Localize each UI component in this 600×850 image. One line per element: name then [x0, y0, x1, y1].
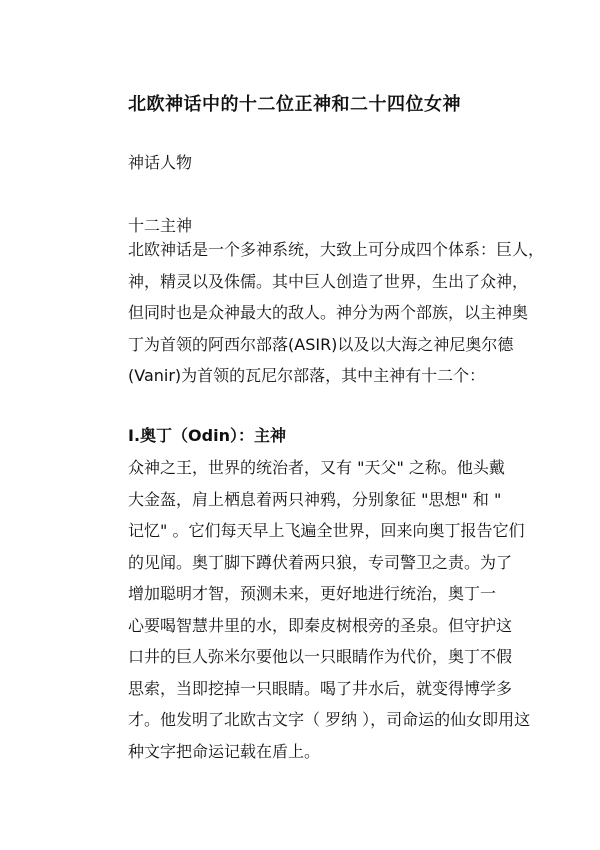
paragraph-line: 的见闻。奥丁脚下蹲伏着两只狼，专司警卫之责。为了 [128, 552, 513, 572]
paragraph-line: 思索，当即挖掉一只眼睛。喝了井水后，就变得博学多 [128, 678, 513, 698]
paragraph-line: 心要喝智慧井里的水，即秦皮树根旁的圣泉。但守护这 [128, 615, 513, 635]
paragraph-line: 大金盔，肩上栖息着两只神鸦，分别象征 "思想" 和 " [128, 489, 502, 509]
paragraph-line: 才。他发明了北欧古文字（ 罗纳 ），司命运的仙女即用这 [128, 710, 531, 729]
paragraph-line: (Vanir)为首领的瓦尼尔部落，其中主神有十二个： [128, 366, 486, 385]
paragraph-line: 口井的巨人弥米尔要他以一只眼睛作为代价，奥丁不假 [128, 647, 513, 666]
paragraph-line: 但同时也是众神最大的敌人。神分为两个部族，以主神奥 [128, 303, 529, 322]
paragraph-line: 北欧神话是一个多神系统，大致上可分成四个体系：巨人， [128, 240, 545, 259]
document-subtitle: 神话人物 [128, 153, 193, 172]
paragraph-line: 增加聪明才智，预测未来，更好地进行统治，奥丁一 [128, 584, 497, 603]
paragraph-line: 记忆" 。它们每天早上飞遍全世界，回来向奥丁报告它们 [128, 521, 525, 540]
paragraph-line: 众神之王，世界的统治者，又有 "天父" 之称。他头戴 [128, 458, 505, 477]
intro-paragraph [128, 234, 545, 392]
section-heading: 十二主神 [128, 216, 193, 235]
god-heading-odin: I.奥丁（Odin）：主神 [128, 426, 286, 445]
document-title: 北欧神话中的十二位正神和二十四位女神 [128, 94, 461, 115]
paragraph-line: 丁为首领的阿西尔部落(ASIR)以及以大海之神尼奥尔德 [128, 334, 514, 354]
paragraph-line: 种文字把命运记载在盾上。 [128, 741, 321, 761]
paragraph-line: 神，精灵以及侏儒。其中巨人创造了世界，生出了众神， [128, 271, 529, 291]
odin-paragraph [128, 452, 531, 767]
